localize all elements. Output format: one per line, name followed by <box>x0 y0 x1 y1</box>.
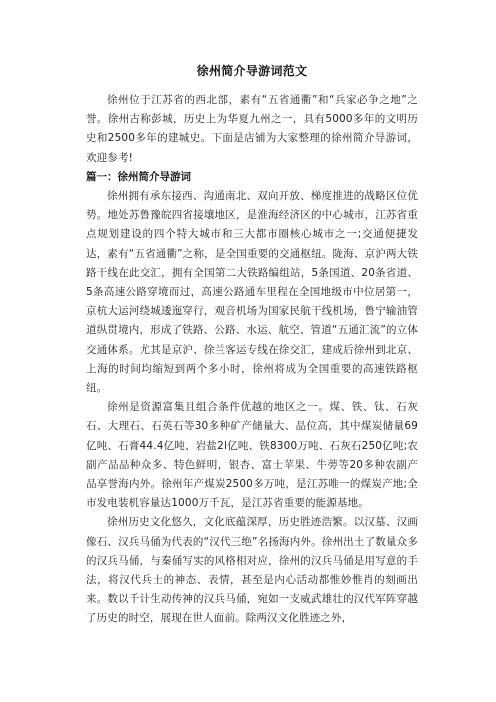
body-paragraph-location: 徐州拥有承东接西、沟通南北、双向开放、梯度推进的战略区位优势。地处苏鲁豫皖四省接壤地区，是淮海经济区的中心城市，江苏省重点规划建设的四个特大城市和三大都市圈核心城市之一;交通便捷发达，素有“五省通衢”之称，是全国重要的交通枢纽。陇海、京沪两大铁路干线在此交汇，拥有全国第二大铁路编组站，5条国道、20条省道、5条高速公路穿境而过，高速公路通车里程在全国地级市中位居第一，京杭大运河绕城逶迤穿行，观音机场为国家民航干线机场，鲁宁输油管道纵贯境内，形成了铁路、公路、水运、航空、管道“五通汇流”的立体交通体系。尤其是京沪、徐兰客运专线在徐交汇，建成后徐州到北京、上海的时间均缩短到两个多小时，徐州将成为全国重要的高速铁路枢纽。 <box>86 190 418 395</box>
body-paragraph-history: 徐州历史文化悠久，文化底蕴深厚，历史胜迹浩繁。以汉墓、汉画像石、汉兵马俑为代表的“汉代三绝”名扬海内外。徐州出土了数量众多的汉兵马俑，与秦俑写实的风格相对应，徐州的汉兵马俑是用写意的手法，将汉代兵士的神态、表情，甚至是内心活动都惟妙惟肖的刻画出来。数以千计生动传神的汉兵马俑，宛如一支威武雄壮的汉代军阵穿越了历史的时空，展现在世人面前。除两汉文化胜迹之外， <box>86 516 418 625</box>
document-title: 徐州简介导游词范文 <box>196 64 308 78</box>
intro-paragraph: 徐州位于江苏省的西北部，素有“五省通衢”和“兵家必争之地”之誉。徐州古称彭城，历史上为华夏九州之一，具有5000多年的文明历史和2500多年的建城史。下面是店铺为大家整理的徐州简介导游词，欢迎参考! <box>86 94 418 164</box>
body-paragraph-resources: 徐州是资源富集且组合条件优越的地区之一。煤、铁、钛、石灰石、大理石、石英石等30多种矿产储量大、品位高，其中煤炭储量69亿吨、石膏44.4亿吨、岩盐2l亿吨、铁8300万吨、石灰石250亿吨;农副产品品种众多、特色鲜明，银杏、富士苹果、牛蒡等20多种农副产品享誉海内外。徐州年产煤炭2500多万吨，是江苏唯一的煤炭产地;全市发电装机容量达1000万千瓦，是江苏省重要的能源基地。 <box>86 401 418 510</box>
section-heading: 篇一：徐州简介导游词 <box>86 170 191 183</box>
document-page <box>86 62 418 629</box>
